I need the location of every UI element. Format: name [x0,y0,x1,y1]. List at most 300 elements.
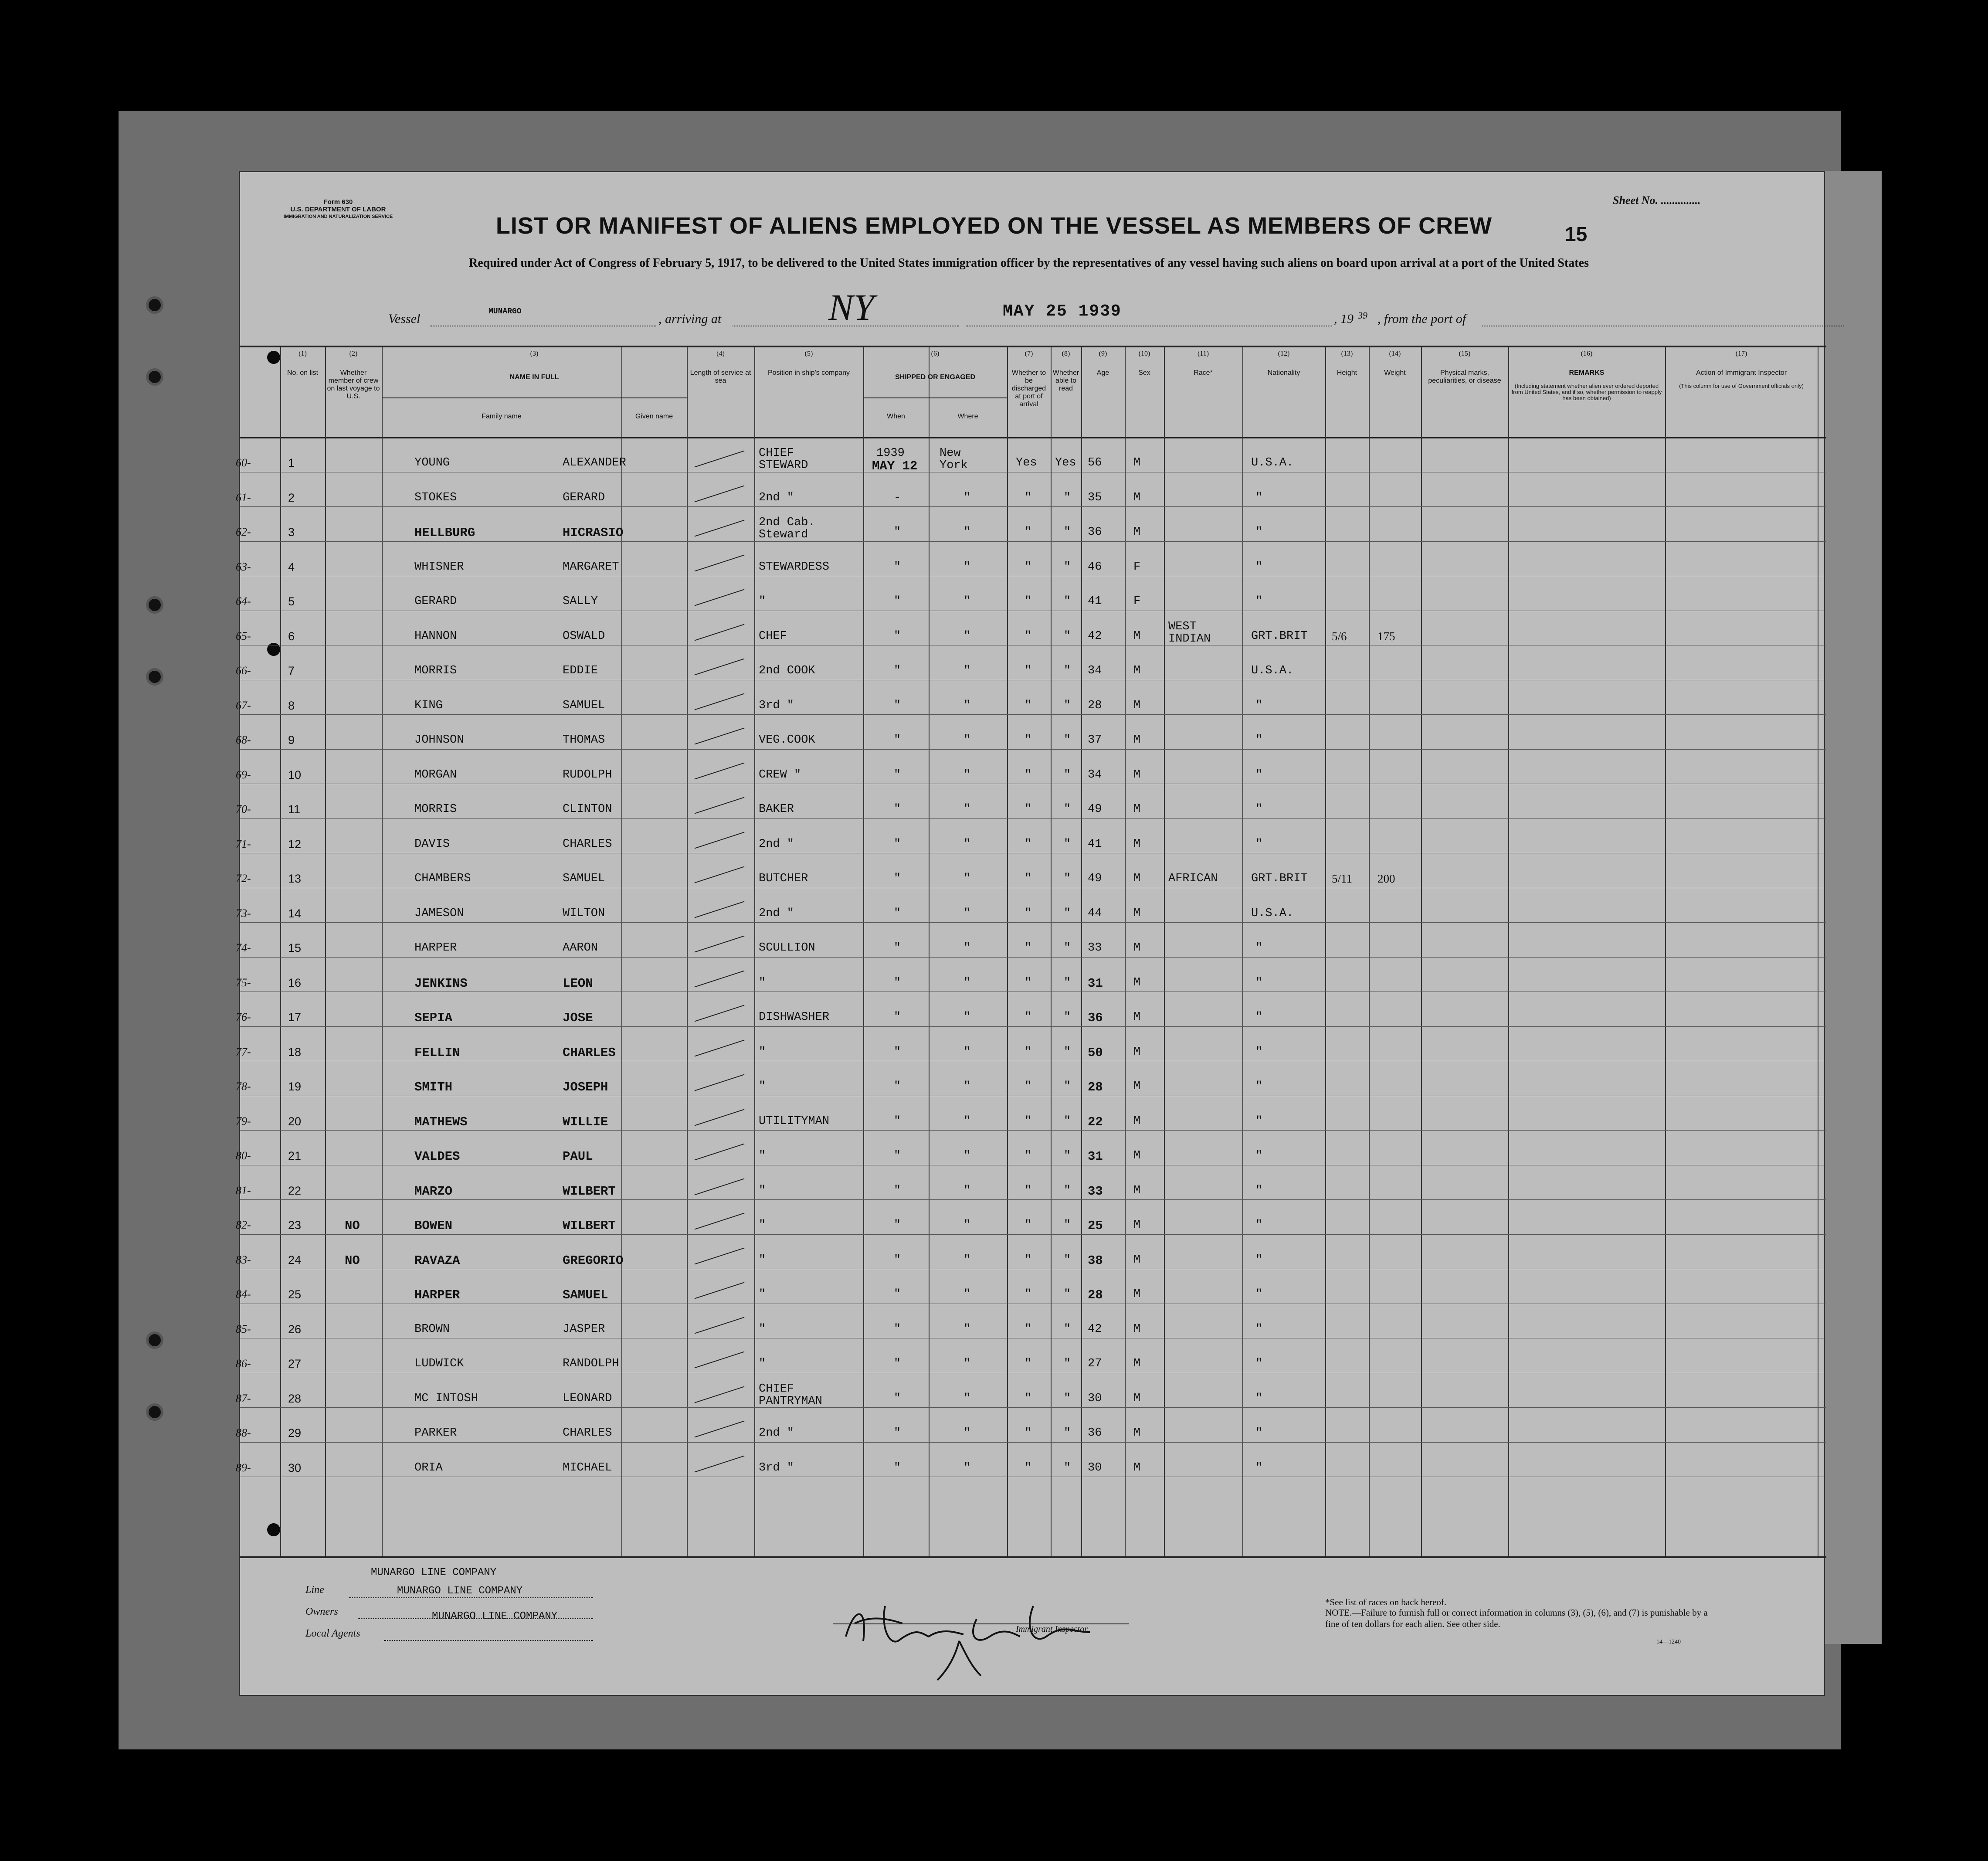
row-rule [240,818,1826,819]
service-tick-mark [695,1247,745,1264]
list-side-number: 63- [236,560,251,573]
position-cell: " [759,1253,766,1267]
able-to-read-cell: " [1064,1149,1071,1162]
subheader-rule [863,397,1007,398]
shipped-when-cell: " [894,1322,901,1336]
service-tick-mark [695,901,745,918]
column-header: Age [1096,369,1109,377]
given-name-cell: CHARLES [563,1045,616,1060]
row-rule [240,1130,1826,1131]
age-cell: 46 [1088,560,1102,574]
row-rule [240,1199,1826,1200]
row-rule [240,1234,1826,1235]
shipped-where-cell: " [963,595,971,608]
service-tick-mark [695,589,745,606]
nationality-cell: GRT.BRIT [1251,629,1308,643]
arriving-port: NY [828,286,875,328]
shipped-where-cell: " [963,1080,971,1093]
binder-hole [146,296,163,314]
column-header: Whether able to read [1052,369,1079,392]
position-cell: 3rd " [759,1461,794,1474]
able-to-read-cell: " [1064,560,1071,574]
inspector-label: Immigrant Inspector. [1016,1624,1089,1634]
nationality-cell: " [1255,1219,1263,1232]
column-number: (1) [299,350,307,357]
list-side-number: 88- [236,1426,251,1439]
discharged-cell: " [1025,1114,1032,1128]
age-cell: 37 [1088,734,1102,747]
column-rule [1007,347,1008,1556]
nationality-cell: " [1255,526,1263,539]
family-name-cell: SEPIA [414,1011,453,1025]
sex-cell: M [1133,629,1141,643]
given-name-cell: WILBERT [563,1219,616,1233]
shipped-where-cell: " [963,837,971,851]
nationality-cell: U.S.A. [1251,907,1294,920]
able-to-read-cell: " [1064,491,1071,504]
column-number: (2) [349,350,358,357]
list-side-number: 83- [236,1253,251,1266]
column-header: Nationality [1267,369,1300,377]
department-name: U.S. DEPARTMENT OF LABOR [290,206,386,213]
shipped-where-cell: " [963,872,971,885]
row-number: 5 [288,595,295,608]
sex-cell: M [1133,526,1141,539]
column-rule [1421,347,1422,1556]
column-header: Whether member of crew on last voyage to U.S. [327,369,380,400]
column-header: Height [1337,369,1357,377]
row-rule [240,1026,1826,1027]
age-cell: 49 [1088,872,1102,885]
list-side-number: 78- [236,1080,251,1093]
row-rule [240,922,1826,923]
service-tick-mark [695,866,745,883]
shipped-where-cell: " [963,664,971,677]
age-cell: 50 [1088,1045,1103,1060]
column-rule [929,347,930,1556]
local-agents-value: MUNARGO LINE COMPANY [432,1610,558,1622]
row-rule [240,1442,1826,1443]
given-name-cell: SAMUEL [563,699,605,712]
shipped-where-cell: " [963,1357,971,1370]
shipped-when-cell: " [894,1357,901,1370]
position-cell: " [759,1184,766,1197]
service-tick-mark [695,554,745,571]
shipped-when-cell: " [894,1149,901,1162]
position-cell: 2nd " [759,907,794,920]
able-to-read-cell: " [1064,1426,1071,1440]
row-number: 19 [288,1080,302,1093]
sex-cell: F [1133,560,1141,574]
discharged-cell: " [1025,1322,1032,1336]
list-side-number: 61- [236,491,251,504]
from-port-label: , from the port of [1377,312,1466,326]
sex-cell: M [1133,699,1141,712]
service-tick-mark [695,1282,745,1299]
column-header: Whether to be discharged at port of arrival [1011,369,1046,408]
service-tick-mark [695,1317,745,1334]
shipped-where-cell: " [963,1426,971,1440]
given-name-cell: MICHAEL [563,1461,612,1474]
column-subnote: (Including statement whether alien ever ordered deported from United States, and if so, whether permission to reapply has been obtained) [1511,383,1662,401]
sheet-number-label: Sheet No. .............. [1613,194,1701,207]
column-rule [1508,347,1509,1556]
position-cell: " [759,1045,766,1059]
shipped-when-cell: " [894,1184,901,1197]
column-header: Race* [1194,369,1213,377]
able-to-read-cell: " [1064,734,1071,747]
shipped-where-cell: " [963,629,971,643]
sex-cell: M [1133,872,1141,885]
given-name-cell: WILLIE [563,1114,608,1129]
row-rule [240,506,1826,507]
family-name-cell: SMITH [414,1080,453,1094]
sex-cell: M [1133,1184,1141,1197]
manifest-subtitle: Required under Act of Congress of February 5, 1917, to be delivered to the United States immigration officer by the representatives of any vessel having such aliens on board upon arrival at a port of the United States [469,256,1589,270]
family-name-cell: KING [414,699,443,712]
print-code: 14—1240 [1656,1639,1681,1645]
nationality-cell: " [1255,941,1263,954]
given-name-cell: ALEXANDER [563,456,626,469]
column-header: NAME IN FULL [509,374,559,381]
discharged-cell: " [1025,1461,1032,1474]
sex-cell: M [1133,907,1141,920]
column-header: Length of service at sea [690,369,751,384]
discharged-cell: " [1025,1184,1032,1197]
nationality-cell: " [1255,1426,1263,1440]
age-cell: 36 [1088,1426,1102,1440]
column-number: (11) [1197,350,1209,357]
column-number: (10) [1138,350,1150,357]
row-rule [240,714,1826,715]
service-tick-mark [695,520,745,537]
shipped-when-cell: " [894,1114,901,1128]
able-to-read-cell: " [1064,1253,1071,1267]
row-rule [240,749,1826,750]
signature-graphic [828,1589,1142,1684]
sex-cell: M [1133,1045,1141,1059]
shipped-where-cell: " [963,803,971,816]
family-name-cell: FELLIN [414,1045,460,1060]
service-tick-mark [695,797,745,814]
able-to-read-cell: " [1064,595,1071,608]
shipped-when-cell: - [894,491,901,504]
discharged-cell: " [1025,1080,1032,1093]
shipped-when-year: 1939 [876,447,905,460]
position-cell: UTILITYMAN [759,1114,830,1128]
able-to-read-cell: " [1064,872,1071,885]
family-name-cell: WHISNER [414,560,464,574]
shipped-where-cell: " [963,1461,971,1474]
line-value: MUNARGO LINE COMPANY [371,1567,497,1579]
able-to-read-cell: " [1064,976,1071,989]
discharged-cell: " [1025,699,1032,712]
position-cell: " [759,1357,766,1370]
able-to-read-cell: " [1064,803,1071,816]
discharged-cell: " [1025,1149,1032,1162]
age-cell: 36 [1088,1011,1103,1025]
shipped-where-cell: " [963,907,971,920]
line-label: Line [305,1584,324,1596]
race-cell: AFRICAN [1168,872,1218,885]
shipped-when-cell: " [894,872,901,885]
given-name-cell: CHARLES [563,837,612,851]
position-cell: " [759,1149,766,1162]
given-name-cell: SAMUEL [563,1288,608,1302]
shipped-where-cell: " [963,1253,971,1267]
shipped-where-cell: " [963,1011,971,1024]
family-name-cell: MORRIS [414,664,457,677]
weight-cell: 200 [1377,872,1395,885]
position-cell-line2: PANTRYMAN [759,1394,822,1408]
vessel-label: Vessel [388,312,421,326]
given-name-cell: JOSE [563,1011,593,1025]
nationality-cell: " [1255,1184,1263,1197]
column-rule [1325,347,1326,1556]
row-number: 8 [288,699,295,712]
service-tick-mark [695,1144,745,1161]
nationality-cell: " [1255,768,1263,781]
position-cell: " [759,1219,766,1232]
shipped-when-cell: " [894,1426,901,1440]
given-name-cell: CLINTON [563,803,612,816]
discharged-cell: " [1025,1045,1032,1059]
row-number: 10 [288,768,302,781]
column-number: (9) [1099,350,1107,357]
shipped-where-cell: " [963,941,971,954]
position-cell-line2: STEWARD [759,459,808,472]
nationality-cell: " [1255,491,1263,504]
shipped-when-cell: " [894,837,901,851]
age-cell: 33 [1088,1184,1103,1199]
form-number: Form 630 [323,198,353,206]
row-number: 17 [288,1011,302,1024]
sex-cell: M [1133,803,1141,816]
shipped-where-cell: " [963,1322,971,1336]
position-cell: CHIEF [759,1382,794,1396]
discharged-cell: " [1025,629,1032,643]
shipped-when-cell: " [894,1045,901,1059]
sex-cell: M [1133,734,1141,747]
nationality-cell: " [1255,699,1263,712]
position-cell: " [759,976,766,989]
nationality-cell: U.S.A. [1251,456,1294,469]
shipped-where-cell: " [963,976,971,989]
vessel-line [388,286,1696,329]
family-name-cell: STOKES [414,491,457,504]
able-to-read-cell: " [1064,1357,1071,1370]
sex-cell: F [1133,595,1141,608]
discharged-cell: " [1025,734,1032,747]
column-rule [1369,347,1370,1556]
shipped-where-cell: " [963,491,971,504]
discharged-cell: " [1025,595,1032,608]
list-side-number: 76- [236,1011,251,1023]
row-number: 27 [288,1357,302,1370]
discharged-cell: " [1025,1426,1032,1440]
sex-cell: M [1133,1322,1141,1336]
given-name-cell: OSWALD [563,629,605,643]
shipped-where-cell: " [963,1288,971,1301]
sex-cell: M [1133,976,1141,989]
sex-cell: M [1133,664,1141,677]
list-side-number: 84- [236,1288,251,1301]
service-tick-mark [695,693,745,710]
sex-cell: M [1133,1253,1141,1267]
list-side-number: 89- [236,1461,251,1474]
able-to-read-cell: " [1064,629,1071,643]
year-label: , 19 [1334,312,1354,326]
service-tick-mark [695,1213,745,1230]
family-name-cell: JAMESON [414,907,464,920]
column-number: (6) [931,350,940,357]
local-agents-label: Local Agents [305,1628,360,1639]
shipped-when-cell: " [894,976,901,989]
list-side-number: 62- [236,526,251,538]
shipped-when-cell: " [894,1253,901,1267]
column-rule [687,347,688,1556]
list-side-number: 65- [236,629,251,642]
family-name-cell: HELLBURG [414,526,475,540]
nationality-cell: " [1255,1045,1263,1059]
list-side-number: 87- [236,1392,251,1405]
row-number: 16 [288,976,302,989]
position-cell: 2nd " [759,837,794,851]
age-cell: 36 [1088,526,1102,539]
discharged-cell: " [1025,1392,1032,1405]
race-note: *See list of races on back hereof. [1325,1597,1447,1607]
column-header: Weight [1384,369,1406,377]
family-name-cell: MATHEWS [414,1114,468,1129]
race-cell-line2: INDIAN [1168,632,1211,645]
able-to-read-cell: " [1064,1011,1071,1024]
able-to-read-cell: " [1064,1461,1071,1474]
position-cell: " [759,1322,766,1336]
shipped-where-cell: " [963,526,971,539]
row-rule [240,541,1826,542]
row-number: 20 [288,1114,302,1128]
family-name-cell: BOWEN [414,1219,453,1233]
able-to-read-cell: " [1064,699,1071,712]
column-subheader: Given name [635,413,673,420]
service-tick-mark [695,1178,745,1195]
discharged-cell: " [1025,1288,1032,1301]
service-tick-mark [695,1455,745,1472]
position-cell: DISHWASHER [759,1011,830,1024]
arriving-label: , arriving at [658,312,722,326]
row-number: 14 [288,907,302,920]
age-cell: 38 [1088,1253,1103,1268]
column-header: Action of Immigrant Inspector [1696,369,1787,377]
owners-value: MUNARGO LINE COMPANY [397,1585,523,1597]
service-tick-mark [695,659,745,676]
service-tick-mark [695,1386,745,1403]
row-number: 25 [288,1288,302,1301]
row-number: 6 [288,629,295,643]
position-cell: 2nd Cab. [759,516,815,529]
age-cell: 31 [1088,1149,1103,1164]
able-to-read-cell: " [1064,1219,1071,1232]
family-name-cell: MARZO [414,1184,453,1199]
sex-cell: M [1133,1080,1141,1093]
column-number: (5) [804,350,813,357]
row-number: 21 [288,1149,302,1162]
discharged-cell: " [1025,976,1032,989]
shipped-where-cell: " [963,1149,971,1162]
family-name-cell: MC INTOSH [414,1392,478,1405]
position-cell: " [759,1288,766,1301]
list-side-number: 66- [236,664,251,677]
position-cell: 2nd COOK [759,664,815,677]
given-name-cell: JOSEPH [563,1080,608,1094]
shipped-when-cell: " [894,1392,901,1405]
position-cell: " [759,1080,766,1093]
list-side-number: 70- [236,803,251,815]
family-name-cell: PARKER [414,1426,457,1440]
binder-hole [146,1331,163,1349]
given-name-cell: CHARLES [563,1426,612,1440]
age-cell: 35 [1088,491,1102,504]
column-number: (16) [1581,350,1593,357]
list-side-number: 67- [236,699,251,712]
race-cell: WEST [1168,620,1197,633]
discharged-cell: " [1025,768,1032,781]
shipped-when-cell: " [894,560,901,574]
column-number: (7) [1025,350,1033,357]
list-side-number: 85- [236,1322,251,1335]
service-tick-mark [695,970,745,987]
service-tick-mark [695,451,745,468]
shipped-where-cell: " [963,1184,971,1197]
service-tick-mark [695,728,745,745]
sex-cell: M [1133,1426,1141,1440]
given-name-cell: SAMUEL [563,872,605,885]
nationality-cell: U.S.A. [1251,664,1294,677]
nationality-cell: " [1255,734,1263,747]
nationality-cell: " [1255,1461,1263,1474]
row-number: 30 [288,1461,302,1474]
column-subheader: Family name [482,413,522,420]
sex-cell: M [1133,1011,1141,1024]
binder-hole [146,1403,163,1421]
given-name-cell: WILBERT [563,1184,616,1199]
list-side-number: 64- [236,595,251,608]
discharged-cell: " [1025,1011,1032,1024]
able-to-read-cell: " [1064,768,1071,781]
family-name-cell: RAVAZA [414,1253,460,1268]
age-cell: 41 [1088,595,1102,608]
discharged-cell: Yes [1016,456,1037,469]
given-name-cell: GREGORIO [563,1253,624,1268]
given-name-cell: LEON [563,976,593,991]
row-number: 11 [288,803,301,816]
row-number: 28 [288,1392,302,1405]
sex-cell: M [1133,1461,1141,1474]
shipped-where-line2: York [940,459,968,472]
able-to-read-cell: " [1064,1114,1071,1128]
column-subheader: When [887,413,905,420]
column-number: (15) [1459,350,1471,357]
position-cell: CHEF [759,629,787,643]
discharged-cell: " [1025,941,1032,954]
service-tick-mark [695,832,745,849]
family-name-cell: LUDWICK [414,1357,464,1370]
given-name-cell: SALLY [563,595,598,608]
sex-cell: M [1133,1288,1141,1301]
shipped-where-cell: " [963,699,971,712]
able-to-read-cell: " [1064,1045,1071,1059]
discharged-cell: " [1025,872,1032,885]
